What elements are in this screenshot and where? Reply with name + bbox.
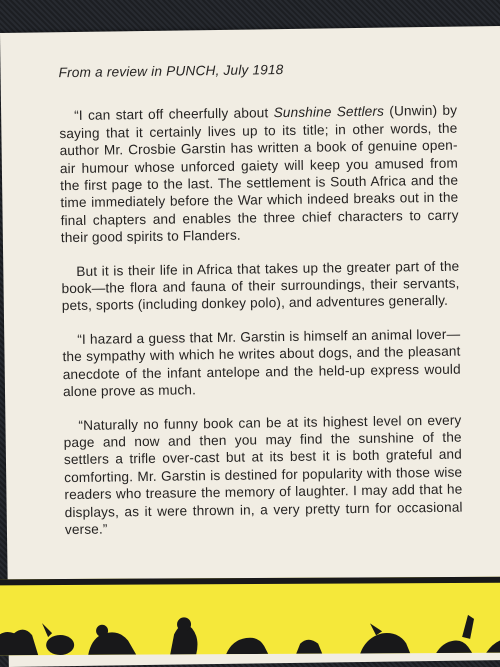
book-back-cover [0,26,500,667]
source-date: , July 1918 [215,62,284,78]
book-title: Sunshine Settlers [273,104,385,121]
source-publication: PUNCH [166,62,216,79]
illustration-band [0,577,500,656]
review-paragraph-1 [59,102,459,247]
review-paragraph-3: “I hazard a guess that Mr. Garstin is himself an animal lover—the sympathy with which he writes about dogs, and the pleasant anecdote of the infant antelope and the held-up express would alone prove as much. [62,326,461,400]
paragraph-1-body: (Unwin) by saying that it certainly lives up to its title; in other words, the author Mr. Crosbie Garstin has written a book of genuine open-air humour whose unforced gaiety will keep you amused from the first page to the last. The settlement is South Africa and the time immediately before the War which indeed breaks out in the final chapters and enables the three chief characters to carry their good spirits to Flanders. [59,103,459,246]
paragraph-1-intro: “I can start off cheerfully about [74,105,274,124]
animal-silhouettes-illustration [0,613,500,656]
review-paragraph-2: But it is their life in Africa that takes up the greater part of the book—the flora and fauna of their surroundings, their servants, pets, sports (including donkey polo), and adventures generally. [61,258,460,314]
review-source [58,59,456,82]
review-paragraph-4: “Naturally no funny book can be at its highest level on every page and now and then you may find the sunshine of the settlers a trifle over-cast but at its best it is both grateful and comforting. Mr. Garstin is destined for popularity with those wise readers who treasure the memory of laughter. I may add that he displays, as it were thrown in, a very pretty turn for occasional verse.” [63,412,463,538]
review-text [58,59,463,555]
source-prefix: From a review in [58,63,167,81]
